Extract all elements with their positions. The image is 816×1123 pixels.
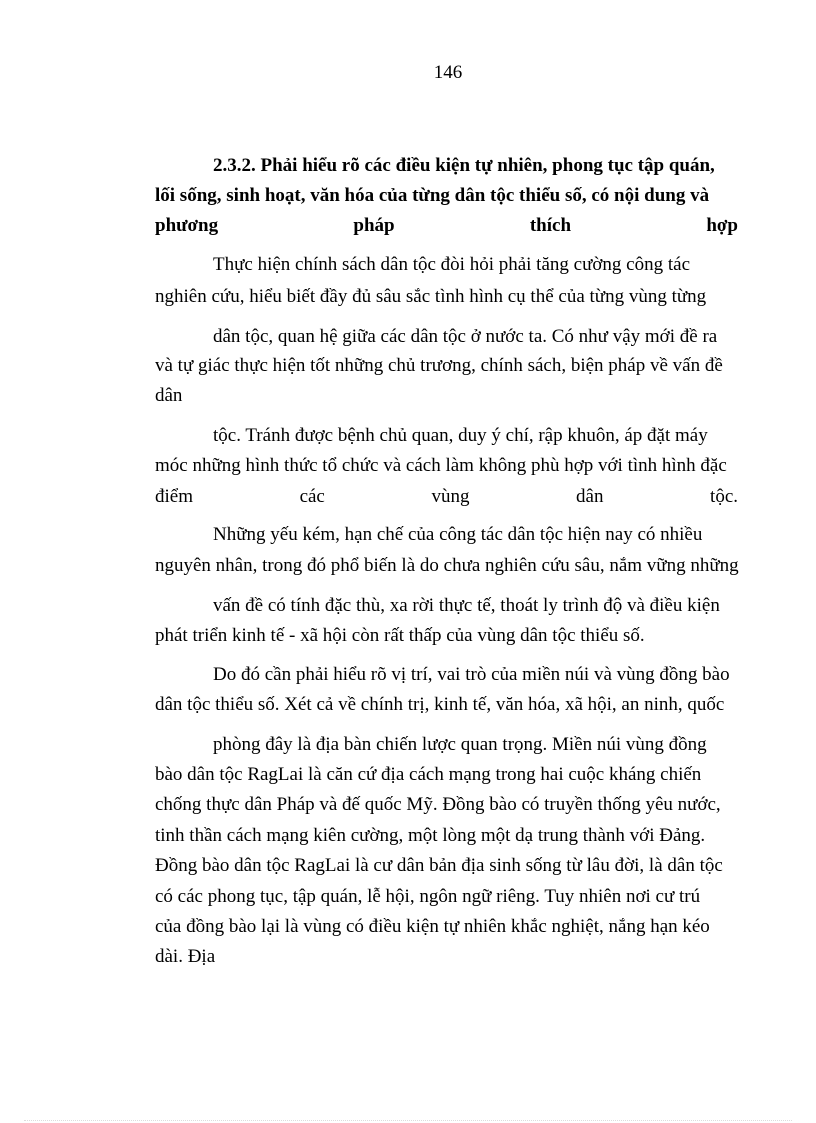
body-line: phát triển kinh tế - xã hội còn rất thấp của vùng dân tộc thiểu số. (155, 625, 645, 646)
body-line: điểm các vùng dân tộc. (155, 486, 738, 507)
body-line: tộc. Tránh được bệnh chủ quan, duy ý chí, rập khuôn, áp đặt máy (213, 425, 708, 446)
body-line: móc những hình thức tổ chức và cách làm không phù hợp với tình hình đặc (155, 455, 727, 476)
body-line: tinh thần cách mạng kiên cường, một lòng một dạ trung thành với Đảng. (155, 825, 706, 846)
section-heading-line-3 (155, 215, 738, 237)
body-line: vấn đề có tính đặc thù, xa rời thực tế, thoát ly trình độ và điều kiện (213, 595, 720, 616)
body-line: nghiên cứu, hiểu biết đầy đủ sâu sắc tình hình cụ thể của từng vùng từng (155, 286, 707, 307)
section-heading-line-1: 2.3.2. Phải hiểu rõ các điều kiện tự nhiên, phong tục tập quán, (213, 155, 715, 176)
section-heading-line-2: lối sống, sinh hoạt, văn hóa của từng dân tộc thiểu số, có nội dung và (155, 185, 710, 206)
body-line: và tự giác thực hiện tốt những chủ trương, chính sách, biện pháp về vấn đề (155, 355, 723, 376)
body-line: Do đó cần phải hiểu rõ vị trí, vai trò của miền núi và vùng đồng bào (213, 664, 730, 685)
body-line: dân tộc thiểu số. Xét cả về chính trị, kinh tế, văn hóa, xã hội, an ninh, quốc (155, 694, 725, 715)
heading-word: hợp (706, 215, 738, 236)
body-line: dân tộc, quan hệ giữa các dân tộc ở nước ta. Có như vậy mới đề ra (213, 326, 718, 347)
body-line: có các phong tục, tập quán, lễ hội, ngôn ngữ riêng. Tuy nhiên nơi cư trú (155, 886, 701, 907)
page-number: 146 (433, 62, 463, 83)
heading-word: thích (529, 215, 572, 236)
body-line: Đồng bào dân tộc RagLai là cư dân bản địa sinh sống từ lâu đời, là dân tộc (155, 855, 723, 876)
heading-word: pháp (353, 215, 395, 236)
body-line: dài. Địa (155, 946, 216, 967)
body-line: của đồng bào lại là vùng có điều kiện tự nhiên khắc nghiệt, nắng hạn kéo (155, 916, 710, 937)
body-line: Những yếu kém, hạn chế của công tác dân tộc hiện nay có nhiều (213, 524, 703, 545)
body-line: nguyên nhân, trong đó phổ biến là do chưa nghiên cứu sâu, nắm vững những (155, 555, 739, 576)
footer-rule (24, 1120, 792, 1121)
body-line: dân (155, 385, 183, 406)
body-line: bào dân tộc RagLai là căn cứ địa cách mạng trong hai cuộc kháng chiến (155, 764, 702, 785)
heading-word: phương (155, 215, 219, 236)
body-line: chống thực dân Pháp và đế quốc Mỹ. Đồng bào có truyền thống yêu nước, (155, 794, 721, 815)
body-line: phòng đây là địa bàn chiến lược quan trọng. Miền núi vùng đồng (213, 734, 707, 755)
body-line: Thực hiện chính sách dân tộc đòi hỏi phải tăng cường công tác (213, 254, 691, 275)
